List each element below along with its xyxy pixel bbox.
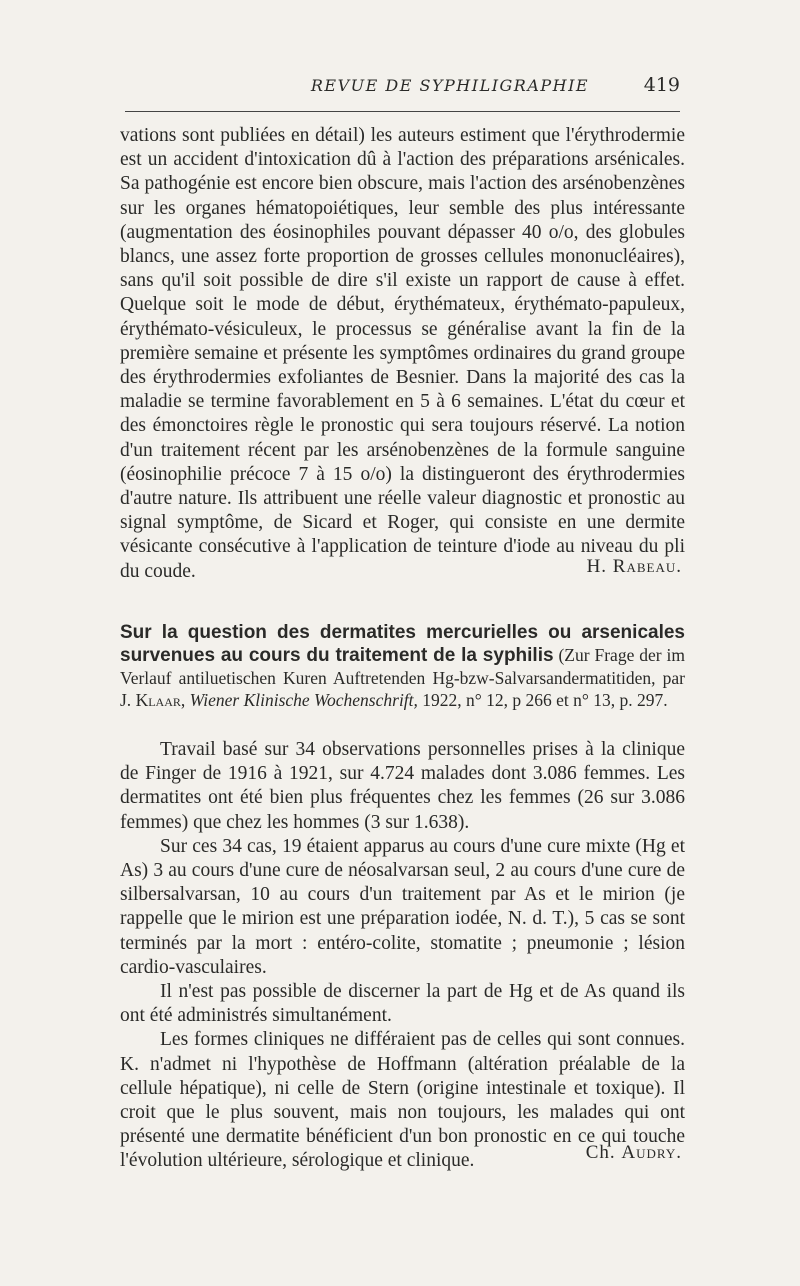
article-2-paragraph: Travail basé sur 34 observations personnelles prises à la clinique de Finger de 1916 à 1921, sur 4.724 malades dont 3.086 femmes. Les dermatites ont été bien plus fréquentes chez les femmes (26 sur 3.086 femmes) que chez les hommes (3 sur 1.638). bbox=[120, 739, 685, 833]
article-1-paragraph: vations sont publiées en détail) les auteurs estiment que l'érythrodermie est un accident d'intoxication dû à l'action des préparations arsénicales. Sa pathogénie est encore bien obscure, mais l'action des arsénobenzènes sur les organes hématopoiétiques, leur semble des plus intéressante (augmentation des éosinophiles pouvant dépasser 40 o/o, des globules blancs, une assez forte proportion de grosses cellules mononucléaires), sans qu'il soit possible de dire s'il existe un rapport de cause à effet. Quelque soit le mode de début, érythémateux, érythémato-papuleux, érythémato-vésiculeux, le processus se généralise avant la fin de la première semaine et présente les symptômes ordinaires du grand groupe des érythrodermies exfoliantes de Besnier. Dans la majorité des cas la maladie se termine favorablement en 5 à 6 semaines. L'état du cœur et des émonctoires règle le pronostic qui sera toujours réservé. La notion d'un traitement récent par les arsénobenzènes de la formule sanguine (éosinophilie précoce 7 à 15 o/o) la distingueront des érythrodermies d'autre nature. Ils attribuent une réelle valeur diagnostic et pronostic au signal symptôme, de Sicard et Roger, qui consiste en une dermite vésicante consécutive à l'application de teinture d'iode au niveau du pli du coude. bbox=[120, 125, 685, 582]
article-1-signature bbox=[587, 556, 682, 578]
signature-initial: Ch. bbox=[585, 1142, 622, 1163]
reference-part-1: (Zur Frage der im Verlauf antiluetischen Kuren Auftretenden Hg-bzw-Salvarsandermatitiden, par J. bbox=[120, 645, 685, 710]
reference-part-3: 1922, n° 12, p 266 et n° 13, p. 297. bbox=[417, 690, 668, 710]
page-header bbox=[120, 72, 680, 102]
article-1-body bbox=[120, 124, 685, 584]
article-2-paragraph: Il n'est pas possible de discerner la part de Hg et de As quand ils ont été administrés simultanément. bbox=[120, 981, 685, 1027]
signature-name: Audry. bbox=[621, 1142, 682, 1163]
article-2-body bbox=[120, 738, 685, 1174]
reference-author: Klaar bbox=[135, 690, 181, 710]
article-2-paragraph: Sur ces 34 cas, 19 étaient apparus au cours d'une cure mixte (Hg et As) 3 au cours d'une cure de néosalvarsan seul, 2 au cours d'une cure de silbersalvarsan, 10 au cours d'un traitement par As et le mirion (je rappelle que le mirion est une préparation iodée, N. d. T.), 5 cas se sont terminés par la mort : entéro-colite, stomatite ; pneumonie ; lésion cardio-vasculaires. bbox=[120, 835, 685, 978]
article-2-paragraph: Les formes cliniques ne différaient pas de celles qui sont connues. K. n'admet ni l'hypothèse de Hoffmann (altération préalable de la cellule hépatique), ni celle de Stern (origine intestinale et toxique). Il croit que le plus souvent, mais non toujours, les malades qui ont présenté une dermatite bénéficient d'un bon pronostic en ce qui touche l'évolution ultérieure, sérologique et clinique. bbox=[120, 1029, 685, 1172]
article-2-signature bbox=[586, 1142, 682, 1164]
page-number: 419 bbox=[643, 74, 680, 96]
running-title: REVUE DE SYPHILIGRAPHIE bbox=[310, 76, 590, 95]
signature-name: Rabeau. bbox=[612, 556, 682, 577]
header-rule bbox=[125, 111, 680, 112]
signature-initial: H. bbox=[586, 556, 613, 577]
reference-journal: Wiener Klinische Wochenschrift, bbox=[189, 690, 418, 710]
article-2-heading bbox=[120, 622, 685, 711]
article-2-title: Sur la question des dermatites mercurielles ou arsenicales survenues au cours du traitement de la syphilis bbox=[120, 622, 685, 666]
reference-part-2: , bbox=[180, 690, 190, 710]
